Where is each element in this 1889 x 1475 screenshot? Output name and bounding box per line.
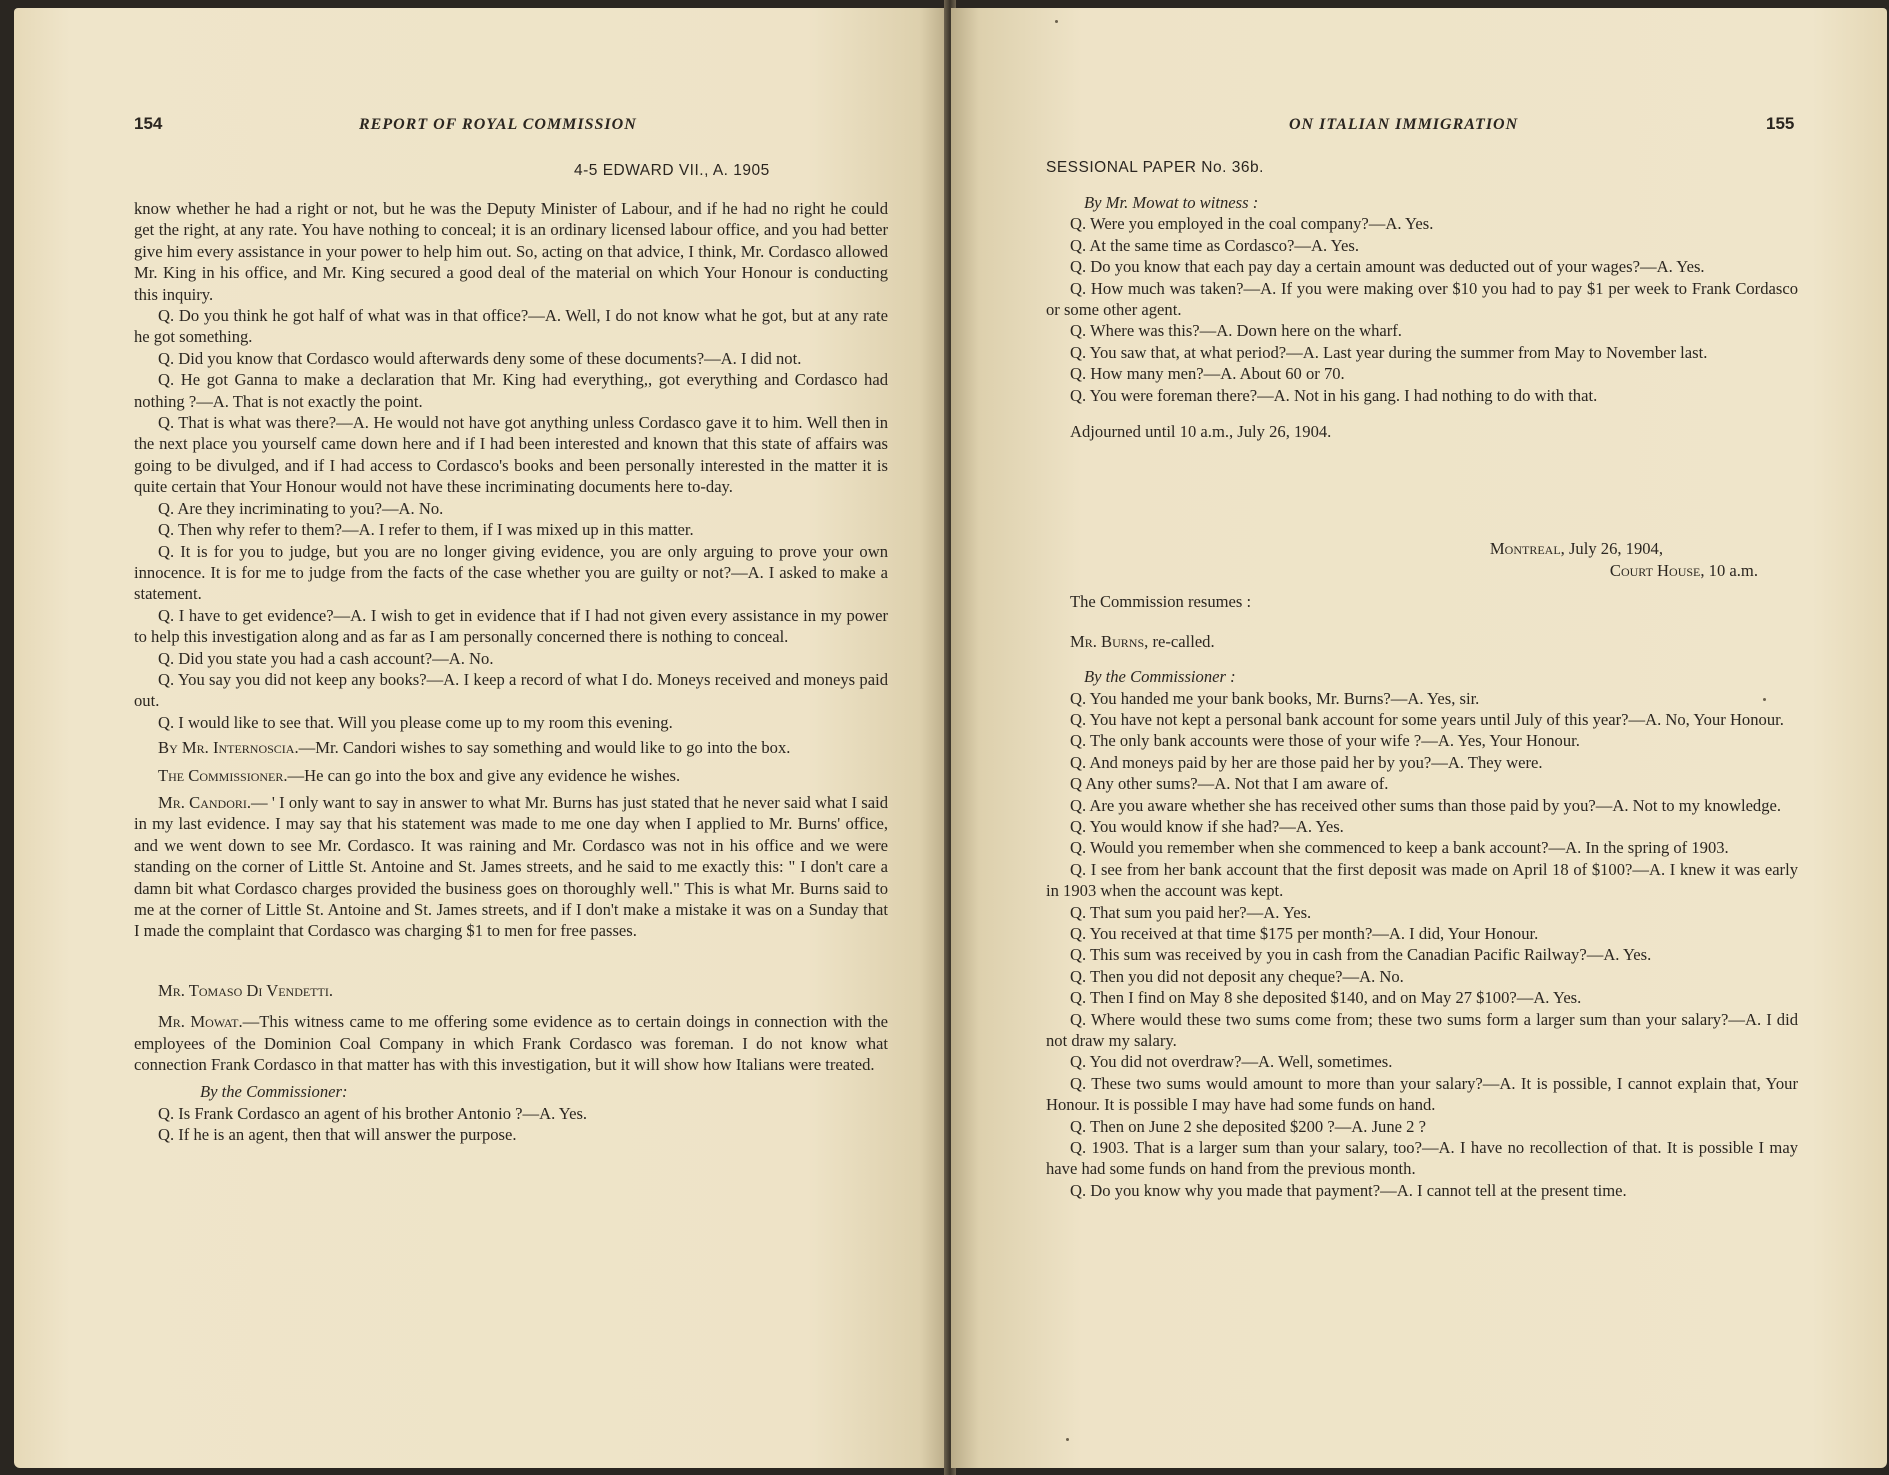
sessional-paper-label: SESSIONAL PAPER No. 36b. [1046, 159, 1264, 176]
left-page-body [134, 198, 888, 1146]
paragraph: Q. How much was taken?—A. If you were making over $10 you had to pay $1 per week to Frank Cordasco or some other agent. [1046, 278, 1798, 320]
paragraph: Q. Do you know that each pay day a certain amount was deducted out of your wages?—A. Yes. [1070, 257, 1705, 277]
paragraph: Q. Are you aware whether she has received other sums than those paid by you?—A. Not to my knowledge. [1070, 795, 1782, 815]
examiner-heading: By the Commissioner: [200, 1082, 348, 1102]
paragraph: Q. If he is an agent, then that will answer the purpose. [158, 1125, 517, 1145]
speaker-text: — ' I only want to say in answer to what Mr. Burns has just stated that he never said what I said in my last evidence. I may say that his statement was made to me one day when I applied to Mr. Burns' office, and we went down to see Mr. Cordasco. It was raining and Mr. Cordasco was not in his office and we were standing on the corner of Little St. Antoine and St. James streets, and he said to me exactly this: " I don't care a damn bit what Cordasco charges provided the business goes on thoroughly well." This is what Mr. Burns said to me at the corner of Little St. Antoine and St. James streets, and if I don't make a mistake it was on a Sunday that I made the complaint that Cordasco was charging $1 to men for free passes. [134, 792, 888, 941]
paragraph: Q. Did you know that Cordasco would afterwards deny some of these documents?—A. I did not. [158, 348, 802, 368]
paragraph: Q. You did not overdraw?—A. Well, sometimes. [1070, 1052, 1393, 1072]
paragraph: Q. Were you employed in the coal company?—A. Yes. [1070, 214, 1434, 234]
session-venue [1046, 560, 1798, 581]
paragraph: Q. How many men?—A. About 60 or 70. [1070, 364, 1345, 384]
paragraph: Q. Then you did not deposit any cheque?—A. No. [1070, 966, 1404, 986]
paragraph: Q Any other sums?—A. Not that I am aware of. [1070, 774, 1389, 794]
paragraph-commissioner [134, 765, 888, 786]
paragraph: Q. Would you remember when she commenced to keep a bank account?—A. In the spring of 1903. [1070, 838, 1729, 858]
paragraph: Q. You received at that time $175 per month?—A. I did, Your Honour. [1070, 923, 1539, 943]
speaker-name: By Mr. Internoscia. [158, 738, 299, 758]
paragraph: Q. Are they incriminating to you?—A. No. [158, 498, 444, 518]
paragraph: Q. You would know if she had?—A. Yes. [1070, 816, 1344, 836]
paragraph: Q. You have not kept a personal bank account for some years until July of this year?—A. No, Your Honour. [1070, 709, 1784, 729]
paragraph: Q. Then I find on May 8 she deposited $140, and on May 27 $100?—A. Yes. [1070, 988, 1582, 1008]
paragraph: Q. He got Ganna to make a declaration that Mr. King had everything,, got everything and Cordasco had nothing ?—A. That is not exactly the point. [134, 370, 888, 411]
session-date: July 26, 1904, [1564, 539, 1663, 559]
paragraph: Q. Do you know why you made that payment?—A. I cannot tell at the present time. [1070, 1180, 1627, 1200]
paragraph: Q. This sum was received by you in cash from the Canadian Pacific Railway?—A. Yes. [1070, 945, 1652, 965]
speaker-text: —This witness came to me offering some evidence as to certain doings in connection with the employees of the Dominion Coal Company in which Frank Cordasco was foreman. I do not know what connection Frank Cordasco in that matter has with this investigation, but it will show how Italians were treated. [134, 1012, 888, 1075]
paragraph: Q. At the same time as Cordasco?—A. Yes. [1070, 235, 1359, 255]
paragraph: Q. You handed me your bank books, Mr. Burns?—A. Yes, sir. [1070, 688, 1480, 708]
paragraph: Q. I see from her bank account that the first deposit was made on April 18 of $100?—A. I knew it was early in 1903 when the account was kept. [1046, 859, 1798, 901]
paragraph-mowat [134, 1011, 888, 1075]
paragraph: Q. Do you think he got half of what was in that office?—A. Well, I do not know what he got, but at any rate he got something. [134, 306, 888, 347]
paragraph: Q. I have to get evidence?—A. I wish to get in evidence that if I had not given every assistance in my power to help this investigation along and as far as I am personally concerned there is nothing to conceal. [134, 605, 888, 647]
examiner-heading: By the Commissioner : [1084, 667, 1236, 687]
venue-name: Court House, [1609, 560, 1705, 580]
left-page [14, 8, 948, 1468]
paper-speck [1066, 1438, 1069, 1441]
running-head: REPORT OF ROYAL COMMISSION [359, 116, 637, 133]
running-head: ON ITALIAN IMMIGRATION [1289, 116, 1519, 133]
adjournment-note: Adjourned until 10 a.m., July 26, 1904. [1070, 422, 1332, 442]
speaker-text: —He can go into the box and give any evidence he wishes. [287, 765, 681, 785]
paragraph: Q. And moneys paid by her are those paid her by you?—A. They were. [1070, 752, 1543, 772]
paragraph: Q. It is for you to judge, but you are no longer giving evidence, you are only arguing to prove your own innocence. It is for me to judge from the facts of the case whether you are guilty or not?—A. I asked to make a statement. [134, 541, 888, 604]
right-page [951, 8, 1887, 1468]
paragraph: Q. That sum you paid her?—A. Yes. [1070, 902, 1312, 922]
paragraph: know whether he had a right or not, but he was the Deputy Minister of Labour, and if he had no right he could get the right, at any rate. You have nothing to conceal; it is an ordinary licensed labour office, and you had better give him every assistance in your power to help him out. So, acting on that advice, I think, Mr. Cordasco allowed Mr. King in his office, and Mr. King secured a good deal of the material on which Your Honour is conducting this inquiry. [134, 199, 888, 304]
witness-recalled [1046, 631, 1798, 652]
paragraph: Q. Did you state you had a cash account?—A. No. [158, 648, 494, 668]
paragraph: Q. I would like to see that. Will you please come up to my room this evening. [158, 712, 673, 732]
examiner-heading: By Mr. Mowat to witness : [1084, 193, 1259, 212]
paragraph-internoscia [134, 737, 888, 758]
paragraph: Q. Is Frank Cordasco an agent of his brother Antonio ?—A. Yes. [158, 1103, 588, 1123]
witness-name: Mr. Burns, [1070, 631, 1149, 651]
speaker-name: The Commissioner. [158, 765, 288, 785]
paragraph: Q. You were foreman there?—A. Not in his gang. I had nothing to do with that. [1070, 385, 1598, 405]
page-number: 154 [134, 114, 163, 133]
right-page-body [1046, 192, 1798, 1201]
paragraph: Q. Where was this?—A. Down here on the wharf. [1070, 321, 1402, 341]
paragraph: Q. You saw that, at what period?—A. Last year during the summer from May to November last. [1070, 342, 1708, 362]
paragraph: Q. Then why refer to them?—A. I refer to them, if I was mixed up in this matter. [158, 520, 694, 540]
speaker-name: Mr. Candori. [158, 792, 252, 812]
city-name: Montreal, [1489, 539, 1565, 559]
paragraph: Q. Where would these two sums come from; these two sums form a larger sum than your salary?—A. I did not draw my salary. [1046, 1009, 1798, 1050]
volume-reference: 4-5 EDWARD VII., A. 1905 [574, 162, 770, 179]
session-time: 10 a.m. [1704, 560, 1758, 580]
paragraph: Q. Then on June 2 she deposited $200 ?—A. June 2 ? [1070, 1116, 1426, 1136]
paper-speck [1763, 698, 1766, 701]
speaker-text: —Mr. Candori wishes to say something and would like to go into the box. [298, 738, 791, 758]
paragraph: Q. 1903. That is a larger sum than your salary, too?—A. I have no recollection of that. It is possible I may have had some funds on hand from the previous month. [1046, 1138, 1798, 1179]
paragraph: Q. These two sums would amount to more than your salary?—A. It is possible, I cannot explain that, Your Honour. It is possible I may have had some funds on hand. [1046, 1073, 1798, 1115]
witness-status: re-called. [1148, 631, 1215, 651]
speaker-name: Mr. Mowat. [158, 1012, 243, 1032]
paragraph-candori [134, 792, 888, 942]
paper-speck [1055, 20, 1058, 23]
paragraph: Q. That is what was there?—A. He would not have got anything unless Cordasco gave it to him. Well then in the next place you yourself came down here and if I had been interested and known that this state of affairs was going to be divulged, and if I had access to Cordasco's books and been personally interested in the matter it is quite certain that Your Honour would not have these incriminating documents here to-day. [134, 413, 888, 497]
session-resumes: The Commission resumes : [1070, 592, 1252, 612]
witness-heading: Mr. Tomaso Di Vendetti. [158, 980, 333, 1000]
paragraph: Q. The only bank accounts were those of your wife ?—A. Yes, Your Honour. [1070, 731, 1580, 751]
session-place-date [1046, 538, 1798, 559]
paragraph: Q. You say you did not keep any books?—A. I keep a record of what I do. Moneys received and moneys paid out. [134, 669, 888, 711]
page-number: 155 [1766, 114, 1795, 133]
